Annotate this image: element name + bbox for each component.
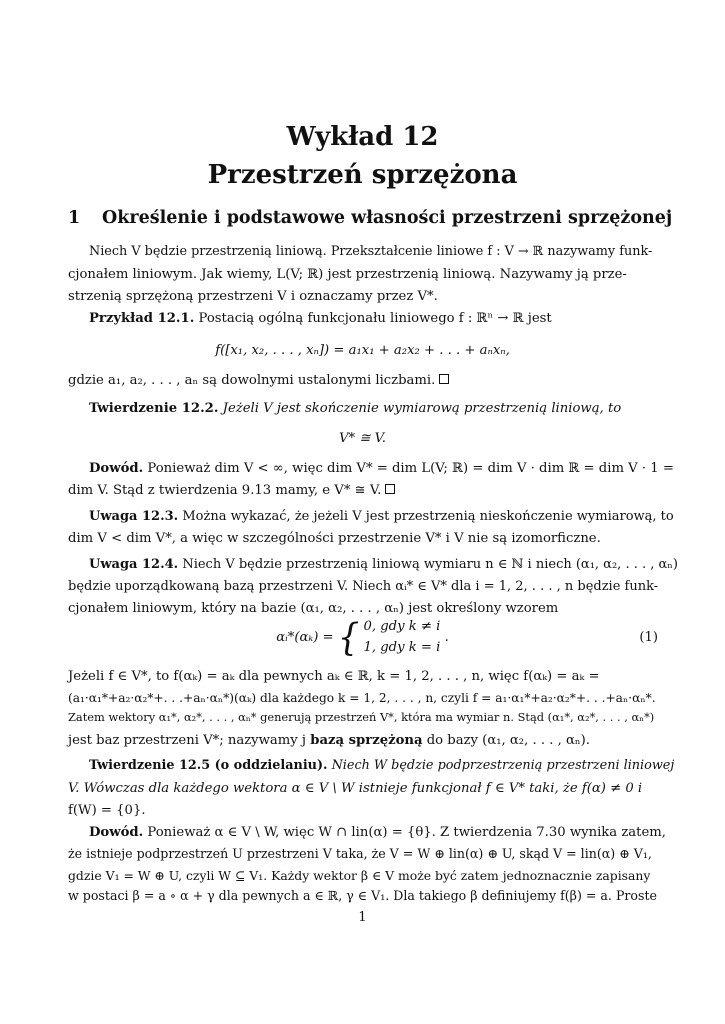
remark-12-4-after-1: Jeżeli f ∈ V*, to f(αₖ) = aₖ dla pewnych aₖ ∈ ℝ, k = 1, 2, . . . , n, więc f(αₖ) = aₖ = <box>68 669 600 684</box>
remark-12-3-text-1: Można wykazać, że jeżeli V jest przestrzenią nieskończenie wymiarową, to <box>182 509 674 524</box>
remark-12-3-line-1 <box>89 510 679 523</box>
theorem-12-5-text-2: V. Wówczas dla każdego wektora α ∈ V \ W istnieje funkcjonał f ∈ V* taki, że f(α) ≠ 0 i <box>68 781 643 796</box>
lecture-subtitle: Przestrzeń sprzężona <box>207 160 518 190</box>
example-after-text: gdzie a₁, a₂, . . . , aₙ są dowolnymi ustalonymi liczbami. <box>68 373 436 388</box>
proof-2-line-1 <box>89 826 679 839</box>
proof-1-line-2 <box>68 484 658 497</box>
remark-label: Uwaga 12.4. <box>89 557 179 572</box>
theorem-12-5-text-1: Niech W będzie podprzestrzenią przestrzeni liniowej <box>331 758 675 773</box>
case-1: 0, gdy k ≠ i <box>363 619 441 635</box>
formula-end: . <box>444 630 449 645</box>
remark-label: Uwaga 12.3. <box>89 509 179 524</box>
proof-2-line-2: że istnieje podprzestrzeń U przestrzeni V taka, że V = W ⊕ lin(α) ⊕ U, skąd V = lin(α) ⊕ V₁, <box>68 846 652 861</box>
theorem-12-5-line-2 <box>68 782 658 795</box>
proof-2-line-3: gdzie V₁ = W ⊕ U, czyli W ⊆ V₁. Każdy wektor β ∈ V może być zatem jednoznacznie zapisany <box>68 868 651 883</box>
example-text: Postacią ogólną funkcjonału liniowego f : ℝⁿ → ℝ jest <box>198 311 552 326</box>
formula-cases <box>363 617 440 658</box>
remark-12-4-after-4 <box>68 734 658 747</box>
theorem-12-5-line-3: f(W) = {0}. <box>68 803 146 818</box>
theorem-label: Twierdzenie 12.5 (o oddzielaniu). <box>89 758 328 773</box>
after-4-part-a: jest baz przestrzeni V*; nazywamy j <box>68 733 307 748</box>
remark-12-4-after-3: Zatem wektory α₁*, α₂*, . . . , αₙ* generują przestrzeń V*, która ma wymiar n. Stąd (α₁*, α₂*, . . . , αₙ*) <box>68 710 655 724</box>
theorem-12-5-line-1 <box>89 760 679 773</box>
remark-12-4-text-1: Niech V będzie przestrzenią liniową wymiaru n ∈ ℕ i niech (α₁, α₂, . . . , αₙ) <box>182 557 678 572</box>
remark-12-3-line-2: dim V < dim V*, a więc w szczególności przestrzenie V* i V nie są izomorficzne. <box>68 531 601 546</box>
dual-basis-formula <box>0 616 725 660</box>
proof-label: Dowód. <box>89 461 144 476</box>
intro-line-1: Niech V będzie przestrzenią liniową. Przekształcenie liniowe f : V → ℝ nazywamy funk- <box>89 244 653 259</box>
dual-basis-term: bazą sprzężoną <box>310 733 423 748</box>
left-brace-icon: { <box>337 615 360 660</box>
remark-12-4-line-1 <box>89 558 679 571</box>
example-formula: f([x₁, x₂, . . . , xₙ]) = a₁x₁ + a₂x₂ + . . . + aₙxₙ, <box>215 343 510 358</box>
example-12-1 <box>89 312 679 325</box>
theorem-text: Jeżeli V jest skończenie wymiarową przestrzenią liniową, to <box>222 401 622 416</box>
proof-label: Dowód. <box>89 825 144 840</box>
theorem-12-2 <box>89 402 679 415</box>
case-2: 1, gdy k = i <box>363 639 441 655</box>
proof-1-line-1 <box>89 462 679 475</box>
section-title: Określenie i podstawowe własności przestrzeni sprzężonej <box>102 208 673 228</box>
intro-line-3: strzenią sprzężoną przestrzeni V i oznaczamy przez V*. <box>68 289 438 304</box>
lecture-title: Wykład 12 <box>286 122 439 152</box>
remark-12-4-line-3: cjonałem liniowym, który na bazie (α₁, α₂, . . . , αₙ) jest określony wzorem <box>68 601 559 616</box>
theorem-formula: V* ≅ V. <box>339 431 386 446</box>
section-number: 1 <box>68 208 81 228</box>
proof-2-text-1: Ponieważ α ∈ V \ W, więc W ∩ lin(α) = {θ}. Z twierdzenia 7.30 wynika zatem, <box>147 825 666 840</box>
page-number: 1 <box>358 910 367 925</box>
proof-1-text-1: Ponieważ dim V < ∞, więc dim V* = dim L(V; ℝ) = dim V · dim ℝ = dim V · 1 = <box>147 461 674 476</box>
intro-line-2: cjonałem liniowym. Jak wiemy, L(V; ℝ) jest przestrzenią liniową. Nazywamy ją prze- <box>68 267 627 282</box>
remark-12-4-line-2: będzie uporządkowaną bazą przestrzeni V. Niech αᵢ* ∈ V* dla i = 1, 2, . . . , n będzie funk- <box>68 579 659 594</box>
section-heading <box>68 208 673 228</box>
proof-1-text-2: dim V. Stąd z twierdzenia 9.13 mamy, e V* ≅ V. <box>68 483 382 498</box>
proof-2-line-4: w postaci β = a ∘ α + γ dla pewnych a ∈ ℝ, γ ∈ V₁. Dla takiego β definiujemy f(β) = a. Proste <box>68 888 657 903</box>
remark-12-4-after-2: (a₁·α₁*+a₂·α₂*+. . .+aₙ·αₙ*)(αₖ) dla każdego k = 1, 2, . . . , n, czyli f = a₁·α₁*+a₂·α₂*+. . .+aₙ·αₙ*. <box>68 691 656 705</box>
qed-square-icon <box>385 484 395 494</box>
example-after <box>68 374 658 387</box>
qed-square-icon <box>439 374 449 384</box>
theorem-label: Twierdzenie 12.2. <box>89 401 219 416</box>
example-label: Przykład 12.1. <box>89 311 195 326</box>
after-4-part-c: do bazy (α₁, α₂, . . . , αₙ). <box>426 733 590 748</box>
formula-lhs: αᵢ*(αₖ) = <box>276 630 334 645</box>
equation-number: (1) <box>639 630 658 645</box>
